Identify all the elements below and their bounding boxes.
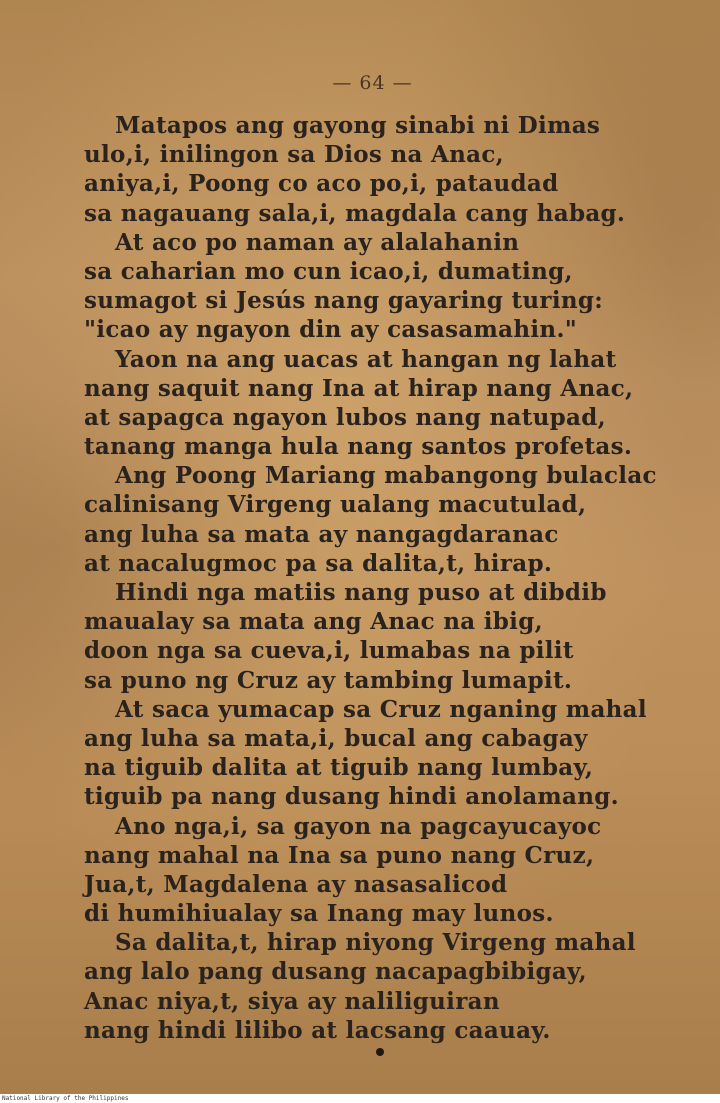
verse-line: ulo,i, inilingon sa Dios na Anac, (84, 141, 504, 169)
verse-line: sa puno ng Cruz ay tambing lumapit. (84, 666, 573, 694)
verse-line: calinisang Virgeng ualang macutulad, (84, 491, 587, 519)
verse-line: sa caharian mo cun icao,i, dumating, (84, 257, 573, 285)
verse-line: sumagot si Jesús nang gayaring turing: (84, 287, 604, 315)
verse-line: Matapos ang gayong sinabi ni Dimas (115, 112, 601, 139)
verse-line: nang saquit nang Ina at hirap nang Anac, (84, 374, 634, 402)
verse-line: aniya,i, Poong co aco po,i, pataudad (84, 170, 559, 198)
verse-line: Ano nga,i, sa gayon na pagcayucayoc (115, 812, 602, 840)
verse-line: di humihiualay sa Inang may lunos. (84, 900, 554, 928)
verse-line: Anac niya,t, siya ay naliliguiran (84, 987, 500, 1015)
verse-line: nang mahal na Ina sa puno nang Cruz, (84, 841, 595, 869)
verse-line: at sapagca ngayon lubos nang natupad, (84, 403, 606, 431)
verse-line: Sa dalita,t, hirap niyong Virgeng mahal (115, 929, 636, 957)
library-credit: National Library of the Philippines (2, 1095, 129, 1102)
verse-line: maualay sa mata ang Anac na ibig, (84, 608, 543, 636)
verse-line: tiguib pa nang dusang hindi anolamang. (84, 783, 619, 811)
verse-line: na tiguib dalita at tiguib nang lumbay, (84, 754, 594, 782)
verse-line: ang lalo pang dusang nacapagbibigay, (84, 958, 587, 986)
verse-line: Hindi nga matiis nang puso at dibdib (115, 579, 607, 606)
verse-line: "icao ay ngayon din ay casasamahin." (84, 316, 578, 344)
verse-line: at nacalugmoc pa sa dalita,t, hirap. (84, 549, 553, 577)
verse-line: Jua,t, Magdalena ay nasasalicod (84, 870, 508, 898)
verse-line: Yaon na ang uacas at hangan ng lahat (115, 345, 617, 373)
verse-line: nang hindi lilibo at lacsang caauay. (84, 1016, 551, 1044)
verse-line: sa nagauang sala,i, magdala cang habag. (84, 199, 626, 227)
verse-text (84, 111, 694, 1045)
verse-line: At aco po naman ay alalahanin (115, 228, 520, 256)
verse-line: ang luha sa mata,i, bucal ang cabagay (84, 724, 588, 752)
verse-line: Ang Poong Mariang mabangong bulaclac (115, 462, 657, 490)
bullet-mark (376, 1048, 384, 1056)
page-number: — 64 — (332, 72, 413, 94)
verse-line: At saca yumacap sa Cruz nganing mahal (115, 695, 647, 723)
verse-line: doon nga sa cueva,i, lumabas na pilit (84, 637, 574, 665)
verse-line: ang luha sa mata ay nangagdaranac (84, 520, 559, 548)
verse-line: tanang manga hula nang santos profetas. (84, 433, 633, 461)
